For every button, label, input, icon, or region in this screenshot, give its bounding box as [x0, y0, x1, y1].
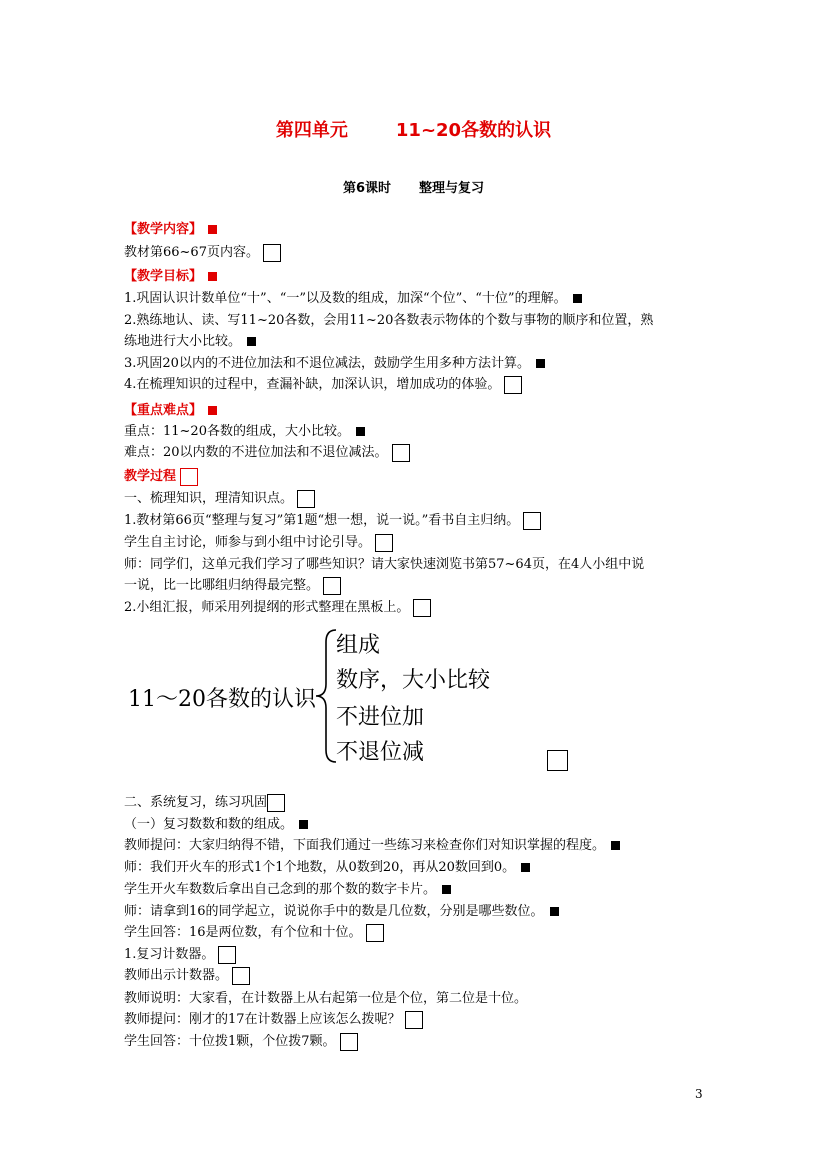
- checkbox-icon: [180, 468, 198, 486]
- checkbox-icon: [547, 750, 568, 771]
- lesson-topic: 整理与复习: [419, 181, 485, 196]
- board-main-label: 11～20各数的认识: [128, 687, 316, 712]
- p13: 1.复习计数器。: [124, 947, 215, 962]
- checkbox-icon: [267, 794, 285, 812]
- p17-line: [124, 1032, 358, 1052]
- p2: 1.教材第66页“整理与复习”第1题“想一想，说一说。”看书自主归纳。: [124, 513, 520, 528]
- goal-3-line: [124, 354, 545, 374]
- checkbox-icon: [323, 577, 341, 595]
- square-marker-icon: [611, 841, 620, 850]
- checkbox-icon: [297, 490, 315, 508]
- difficult-point: 难点：20以内数的不进位加法和不退位减法。: [124, 445, 388, 460]
- p17: 学生回答：十位拨1颗，个位拨7颗。: [124, 1034, 336, 1049]
- p14-line: [124, 966, 250, 986]
- p13-line: [124, 945, 236, 965]
- key-heading: 【重点难点】: [124, 403, 203, 418]
- goal-3: 3.巩固20以内的不进位加法和不退位减法，鼓励学生用多种方法计算。: [124, 356, 530, 371]
- p15-line: [124, 989, 527, 1009]
- goal-2a-line: [124, 311, 653, 331]
- p2-line: [124, 511, 541, 531]
- lesson-label: 第6课时: [342, 181, 392, 196]
- p7: （一）复习数数和数的组成。: [124, 817, 294, 832]
- content-text-line: [124, 243, 281, 263]
- goal-2b: 练地进行大小比较。: [124, 334, 242, 349]
- p10-line: [124, 880, 451, 900]
- unit-label: 第四单元: [275, 120, 348, 141]
- goal-2a: 2.熟练地认、读、写11~20各数，会用11~20各数表示物体的个数与事物的顺序和位置，熟: [124, 313, 654, 328]
- goal-4: 4.在梳理知识的过程中，查漏补缺，加深认识，增加成功的体验。: [124, 377, 501, 392]
- p6: 二、系统复习，练习巩固: [124, 795, 268, 810]
- brace-icon: [314, 628, 338, 764]
- checkbox-icon: [413, 599, 431, 617]
- page-number: 3: [695, 1087, 703, 1101]
- p9-line: [124, 858, 530, 878]
- p4b: 一说，比一比哪组归纳得最完整。: [124, 578, 320, 593]
- p10: 学生开火车数数后拿出自己念到的那个数的数字卡片。: [124, 882, 437, 897]
- process-heading-line: [124, 467, 198, 487]
- goals-heading: 【教学目标】: [124, 269, 203, 284]
- content-heading-line: [124, 220, 217, 240]
- key-heading-line: [124, 401, 217, 421]
- checkbox-icon: [504, 376, 522, 394]
- square-marker-icon: [550, 907, 559, 916]
- checkbox-icon: [392, 444, 410, 462]
- key-point-line: [124, 422, 365, 442]
- board-item-composition: 组成: [336, 633, 381, 658]
- p11: 师：请拿到16的同学起立，说说你手中的数是几位数，分别是哪些数位。: [124, 904, 544, 919]
- p16: 教师提问：刚才的17在计数器上应该怎么拨呢？: [124, 1012, 401, 1027]
- board-item-addition: 不进位加: [336, 705, 425, 730]
- square-marker-icon: [208, 406, 217, 415]
- goals-heading-line: [124, 267, 217, 287]
- square-marker-icon: [536, 359, 545, 368]
- p12-line: [124, 923, 384, 943]
- checkbox-icon: [263, 244, 281, 262]
- p8-line: [124, 836, 620, 856]
- square-marker-icon: [208, 225, 217, 234]
- content-heading: 【教学内容】: [124, 222, 203, 237]
- square-marker-icon: [299, 820, 308, 829]
- p15: 教师说明：大家看，在计数器上从右起第一位是个位，第二位是十位。: [124, 991, 528, 1006]
- board-item-subtraction: 不退位减: [336, 740, 425, 765]
- p6-line: [124, 793, 285, 813]
- p5: 2.小组汇报，师采用列提纲的形式整理在黑板上。: [124, 600, 410, 615]
- p11-line: [124, 902, 559, 922]
- content-text: 教材第66~67页内容。: [124, 245, 259, 260]
- goal-4-line: [124, 375, 522, 395]
- p1-line: [124, 489, 315, 509]
- process-heading: 教学过程: [124, 469, 177, 484]
- p3-line: [124, 533, 393, 553]
- square-marker-icon: [521, 863, 530, 872]
- checkbox-icon: [405, 1011, 423, 1029]
- goal-2b-line: [124, 332, 256, 352]
- square-marker-icon: [247, 337, 256, 346]
- p4a: 师：同学们，这单元我们学习了哪些知识？请大家快速浏览书第57~64页，在4人小组中说: [124, 557, 645, 572]
- p8: 教师提问：大家归纳得不错，下面我们通过一些练习来检查你们对知识掌握的程度。: [124, 838, 606, 853]
- checkbox-icon: [366, 924, 384, 942]
- goal-1: 1.巩固认识计数单位“十”、“一”以及数的组成，加深“个位”、“十位”的理解。: [124, 291, 567, 306]
- lesson-title: [0, 177, 827, 196]
- checkbox-icon: [523, 512, 541, 530]
- key-point: 重点：11~20各数的组成，大小比较。: [124, 424, 350, 439]
- p1: 一、梳理知识，理清知识点。: [124, 491, 294, 506]
- p9: 师：我们开火车的形式1个1个地数，从0数到20，再从20数回到0。: [124, 860, 516, 875]
- p3: 学生自主讨论，师参与到小组中讨论引导。: [124, 535, 372, 550]
- p14: 教师出示计数器。: [124, 968, 229, 983]
- board-item-order: 数序，大小比较: [336, 668, 491, 693]
- difficult-point-line: [124, 443, 410, 463]
- checkbox-icon: [232, 967, 250, 985]
- square-marker-icon: [442, 885, 451, 894]
- p16-line: [124, 1010, 423, 1030]
- square-marker-icon: [573, 294, 582, 303]
- square-marker-icon: [208, 272, 217, 281]
- p12: 学生回答：16是两位数，有个位和十位。: [124, 925, 362, 940]
- checkbox-icon: [340, 1033, 358, 1051]
- p5-line: [124, 598, 431, 618]
- unit-topic: 11~20各数的认识: [395, 120, 552, 141]
- p4b-line: [124, 576, 341, 596]
- goal-1-line: [124, 289, 582, 309]
- square-marker-icon: [356, 427, 365, 436]
- checkbox-icon: [218, 946, 236, 964]
- checkbox-icon: [375, 534, 393, 552]
- p7-line: [124, 815, 308, 835]
- unit-title: [0, 116, 827, 142]
- p4a-line: [124, 555, 644, 575]
